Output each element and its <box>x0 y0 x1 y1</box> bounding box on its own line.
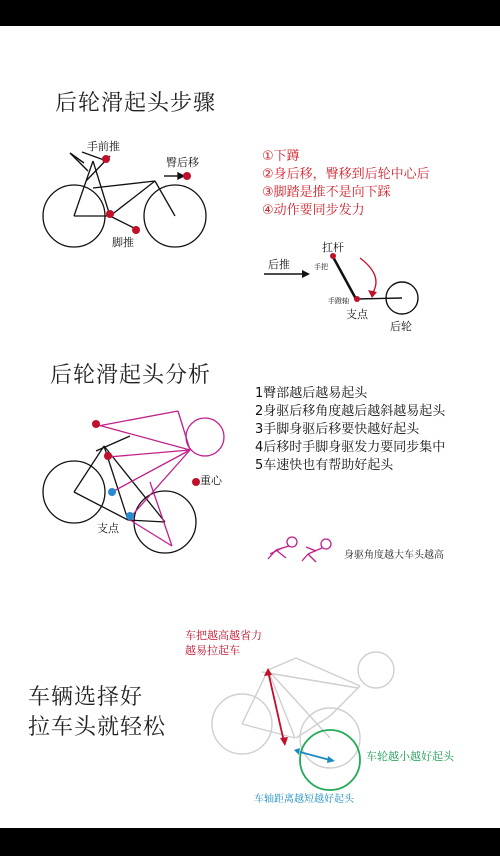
hand-point <box>102 155 110 163</box>
section2-bike <box>43 436 196 553</box>
handlebar-note-line1: 车把越高越省力 <box>185 629 262 642</box>
label-rear-wheel: 后轮 <box>390 320 412 333</box>
analysis-2: 2身驱后移角度越后越斜越易起头 <box>255 404 446 419</box>
fulcrum-point <box>126 512 134 520</box>
step-4: ④动作要同步发力 <box>262 203 365 218</box>
label-body-angle: 身驱角度越大车头越高 <box>344 550 444 561</box>
analysis-3: 3手脚身驱后移要快越好起头 <box>255 422 420 437</box>
label-lever: 扛杆 <box>322 241 344 254</box>
label-foot-push: 脚推 <box>112 236 134 249</box>
label-front-push: 手前推 <box>87 140 120 153</box>
label-center-of-gravity: 重心 <box>200 474 222 487</box>
label-hip-back: 臀后移 <box>166 156 199 169</box>
hip-point <box>183 172 191 180</box>
label-fulcrum-lever: 支点 <box>346 308 368 321</box>
label-push-back: 后推 <box>268 258 290 271</box>
wheelbase-arrow <box>300 752 330 760</box>
wheel-note: 车轮越小越好起头 <box>366 750 454 763</box>
foot-point <box>106 210 114 218</box>
lever-pivot-point <box>354 296 360 302</box>
rotation-arrow <box>360 258 376 294</box>
center-of-gravity-point <box>192 478 200 486</box>
label-handlebar: 手把 <box>314 263 328 271</box>
section3-title-line1: 车辆选择好 <box>28 685 144 710</box>
step-2: ②身后移，臀移到后轮中心后 <box>262 167 430 182</box>
step-3: ③脚踏是推不是向下踩 <box>262 185 391 200</box>
step-1: ①下蹲 <box>262 149 300 164</box>
stick-figures <box>268 537 331 562</box>
page <box>0 26 500 828</box>
label-pedal-axle: 手蹬轴 <box>328 297 349 305</box>
analysis-5: 5车速快也有帮助好起头 <box>255 458 394 473</box>
handlebar-note-line2: 越易拉起车 <box>185 644 240 657</box>
section1-title: 后轮滑起头步骤 <box>55 91 217 116</box>
analysis-1: 1臀部越后越易起头 <box>255 386 368 401</box>
analysis-list <box>255 385 445 475</box>
label-fulcrum: 支点 <box>97 522 119 535</box>
axle-note: 车轴距离越短越好起头 <box>254 794 354 805</box>
handlebar-note <box>185 628 262 658</box>
pedal-point <box>132 226 140 234</box>
analysis-4: 4后移时手脚身驱发力要同步集中 <box>255 440 446 455</box>
section3-title-line2: 拉车头就轻松 <box>28 715 167 740</box>
section2-title: 后轮滑起头分析 <box>50 363 212 388</box>
steps-list <box>262 148 430 220</box>
